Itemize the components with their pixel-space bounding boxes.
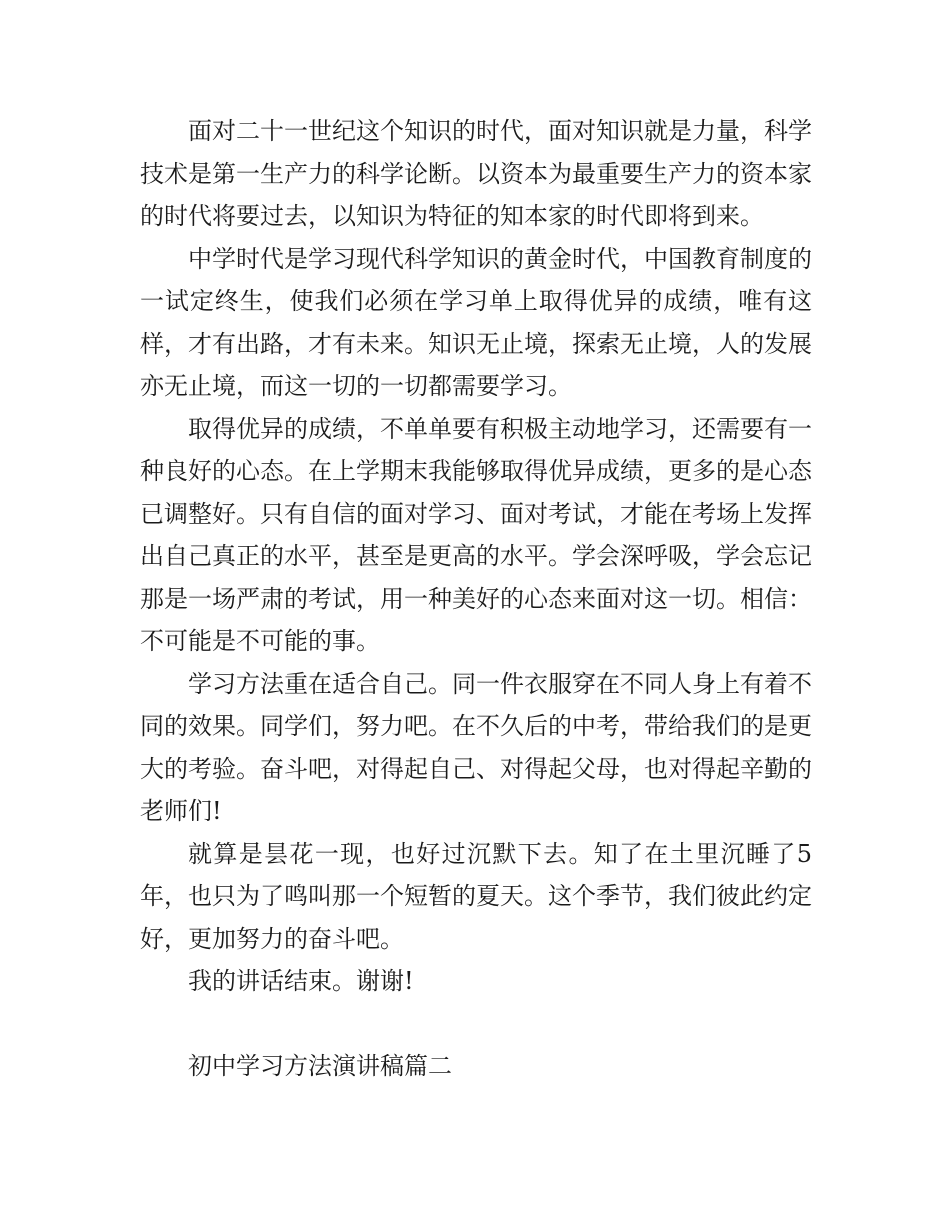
paragraph-6: 我的讲话结束。谢谢! bbox=[188, 967, 414, 995]
paragraph-1: 面对二十一世纪这个知识的时代，面对知识就是力量，科学技术是第一生产力的科学论断。以资本为最重要生产力的资本家的时代将要过去，以知识为特征的知本家的时代即将到来。 bbox=[140, 117, 812, 230]
section-heading: 初中学习方法演讲稿篇二 bbox=[188, 1051, 452, 1080]
paragraph-3: 取得优异的成绩，不单单要有积极主动地学习，还需要有一种良好的心态。在上学期末我能够取得优异成绩，更多的是心态已调整好。只有自信的面对学习、面对考试，才能在考场上发挥出自己真正的水平，甚至是更高的水平。学会深呼吸，学会忘记那是一场严肃的考试，用一种美好的心态来面对这一切。相信：不可能是不可能的事。 bbox=[140, 414, 812, 655]
document-body bbox=[140, 110, 812, 1087]
paragraph-2: 中学时代是学习现代科学知识的黄金时代，中国教育制度的一试定终生，使我们必须在学习单上取得优异的成绩，唯有这样，才有出路，才有未来。知识无止境，探索无止境，人的发展亦无止境，而这一切的一切都需要学习。 bbox=[140, 244, 812, 400]
paragraph-4: 学习方法重在适合自己。同一件衣服穿在不同人身上有着不同的效果。同学们，努力吧。在不久后的中考，带给我们的是更大的考验。奋斗吧，对得起自己、对得起父母，也对得起辛勤的老师们! bbox=[140, 669, 812, 825]
paragraph-5: 就算是昙花一现，也好过沉默下去。知了在土里沉睡了5年，也只为了鸣叫那一个短暂的夏天。这个季节，我们彼此约定好，更加努力的奋斗吧。 bbox=[140, 839, 812, 953]
